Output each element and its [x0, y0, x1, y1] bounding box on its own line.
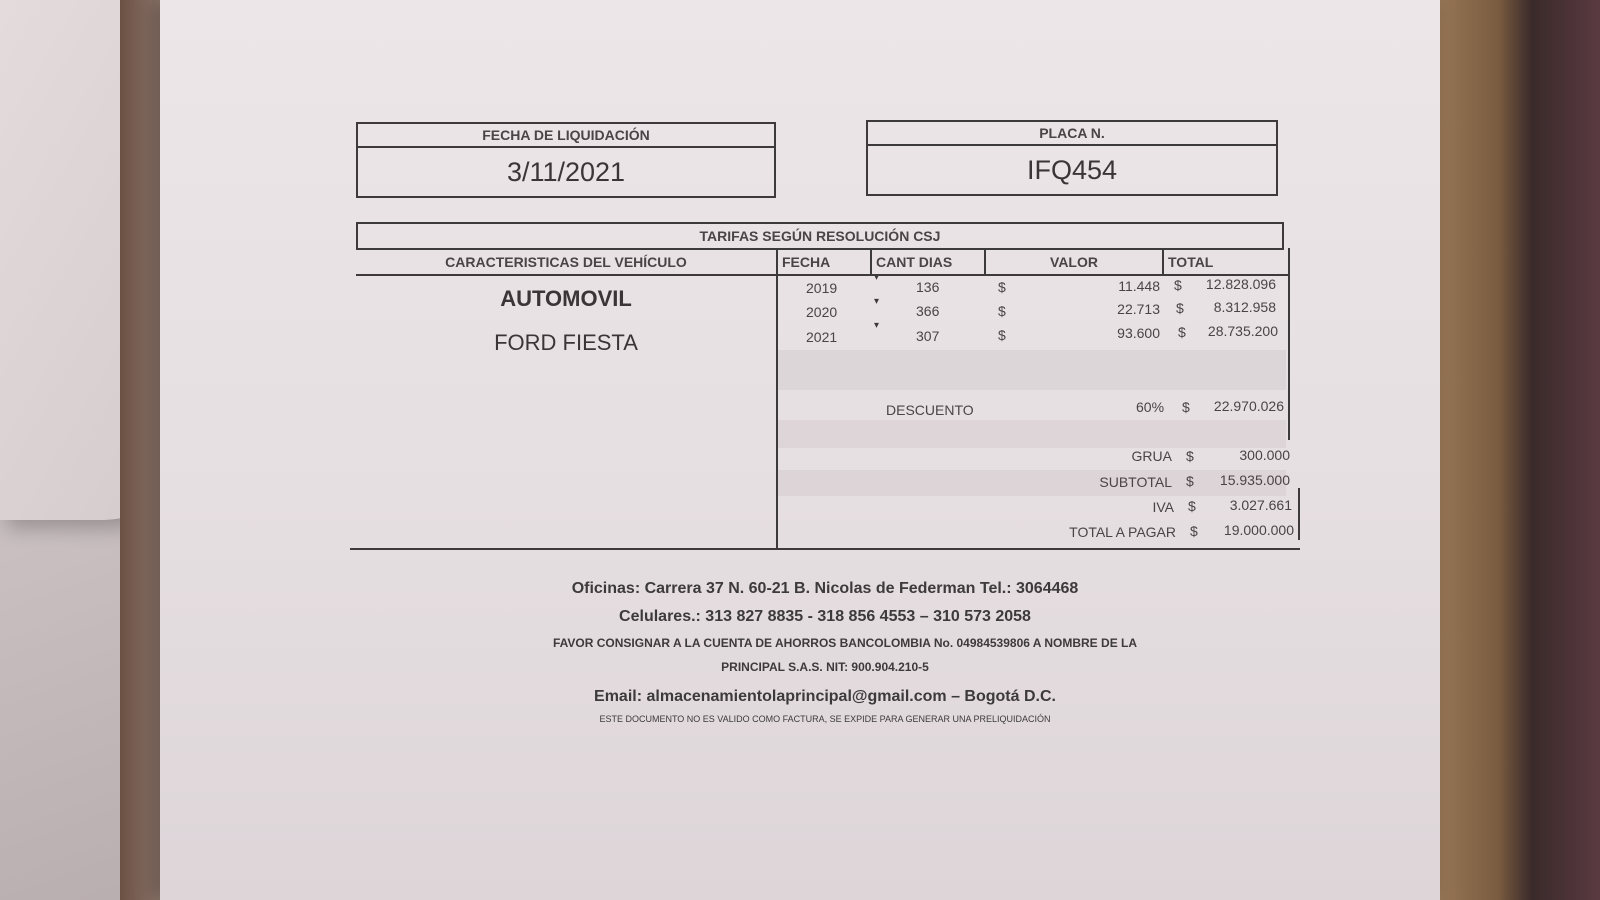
- summary-label-subtotal: SUBTOTAL: [1099, 474, 1172, 490]
- row-total: 28.735.200: [1207, 323, 1278, 339]
- row-value: 93.600: [1117, 325, 1160, 341]
- row-year: 2020: [806, 304, 838, 320]
- cell-marker-icon: ▾: [874, 320, 880, 331]
- column-header-value: VALOR: [1050, 254, 1098, 270]
- footer-phones: Celulares.: 313 827 8835 - 318 856 4553 – 310 573 2058: [619, 608, 1031, 625]
- tariffs-title: TARIFAS SEGÚN RESOLUCIÓN CSJ: [356, 222, 1284, 250]
- column-header-days: CANT DIAS: [876, 254, 953, 270]
- summary-currency-subtotal: $: [1186, 473, 1194, 489]
- row-total-currency: $: [1176, 300, 1184, 316]
- column-header-vehicle: CARACTERISTICAS DEL VEHÍCULO: [445, 254, 687, 270]
- row-value: 11.448: [1118, 278, 1160, 294]
- summary-right-edge: [1298, 488, 1300, 540]
- discount-label: DESCUENTO: [886, 402, 974, 418]
- summary-currency-total: $: [1190, 523, 1198, 539]
- divider-vehicle-date: [776, 248, 778, 550]
- summary-currency-grua: $: [1186, 448, 1194, 464]
- footer-email: Email: almacenamientolaprincipal@gmail.com – Bogotá D.C.: [594, 688, 1056, 705]
- summary-label-total: TOTAL A PAGAR: [1069, 524, 1176, 540]
- row-value-currency: $: [998, 303, 1006, 319]
- column-header-total: TOTAL: [1168, 254, 1214, 270]
- summary-amount-total: 19.000.000: [1223, 522, 1294, 538]
- row-year: 2021: [806, 329, 838, 345]
- summary-label-grua: GRUA: [1131, 448, 1172, 464]
- row-total-currency: $: [1174, 277, 1182, 293]
- table-right-edge: [1288, 248, 1290, 440]
- cell-marker-icon: ▾: [874, 272, 880, 283]
- row-value: 22.713: [1117, 301, 1160, 317]
- table-bottom-rule: [350, 548, 1300, 550]
- discount-amount: 22.970.026: [1213, 398, 1284, 414]
- row-days: 307: [916, 328, 940, 344]
- plate-box: [866, 120, 1278, 196]
- liquidation-document: [160, 0, 1440, 900]
- liquidation-date-value: 3/11/2021: [506, 157, 626, 187]
- divider-value-total: [1162, 248, 1164, 274]
- liquidation-sheet: [160, 0, 1440, 900]
- summary-amount-subtotal: 15.935.000: [1219, 472, 1290, 488]
- summary-amount-grua: 300.000: [1239, 447, 1290, 463]
- row-value-currency: $: [998, 279, 1006, 295]
- liquidation-date-label: FECHA DE LIQUIDACIÓN: [358, 124, 774, 148]
- divider-date-days: [870, 248, 872, 274]
- divider-days-value: [984, 248, 986, 274]
- row-days: 136: [916, 279, 940, 295]
- row-year: 2019: [806, 280, 838, 296]
- footer-offices: Oficinas: Carrera 37 N. 60-21 B. Nicolas de Federman Tel.: 3064468: [571, 580, 1079, 597]
- row-days: 366: [916, 303, 940, 319]
- shade-band: [778, 350, 1286, 390]
- summary-currency-iva: $: [1188, 498, 1196, 514]
- summary-amount-iva: 3.027.661: [1229, 497, 1292, 513]
- discount-currency: $: [1182, 399, 1190, 415]
- cell-marker-icon: ▾: [874, 296, 880, 307]
- row-value-currency: $: [998, 327, 1006, 343]
- plate-value: IFQ454: [1026, 155, 1118, 185]
- vehicle-model: FORD FIESTA: [494, 330, 638, 355]
- summary-label-iva: IVA: [1152, 499, 1174, 515]
- liquidation-date-box: [356, 122, 776, 198]
- plate-label: PLACA N.: [868, 122, 1276, 146]
- background-desk: [1430, 0, 1600, 900]
- row-total-currency: $: [1178, 324, 1186, 340]
- row-total: 12.828.096: [1205, 276, 1276, 292]
- footer-bank-line-2: PRINCIPAL S.A.S. NIT: 900.904.210-5: [721, 660, 929, 674]
- shade-band: [778, 420, 1286, 448]
- footer-disclaimer: ESTE DOCUMENTO NO ES VALIDO COMO FACTURA, SE EXPIDE PARA GENERAR UNA PRELIQUIDACIÓN: [599, 714, 1051, 724]
- column-header-date: FECHA: [782, 254, 831, 270]
- discount-percent: 60%: [1136, 399, 1165, 415]
- footer-bank-line-1: FAVOR CONSIGNAR A LA CUENTA DE AHORROS BANCOLOMBIA No. 04984539806 A NOMBRE DE LA: [552, 636, 1138, 650]
- row-total: 8.312.958: [1213, 299, 1276, 315]
- vehicle-type: AUTOMOVIL: [500, 286, 632, 311]
